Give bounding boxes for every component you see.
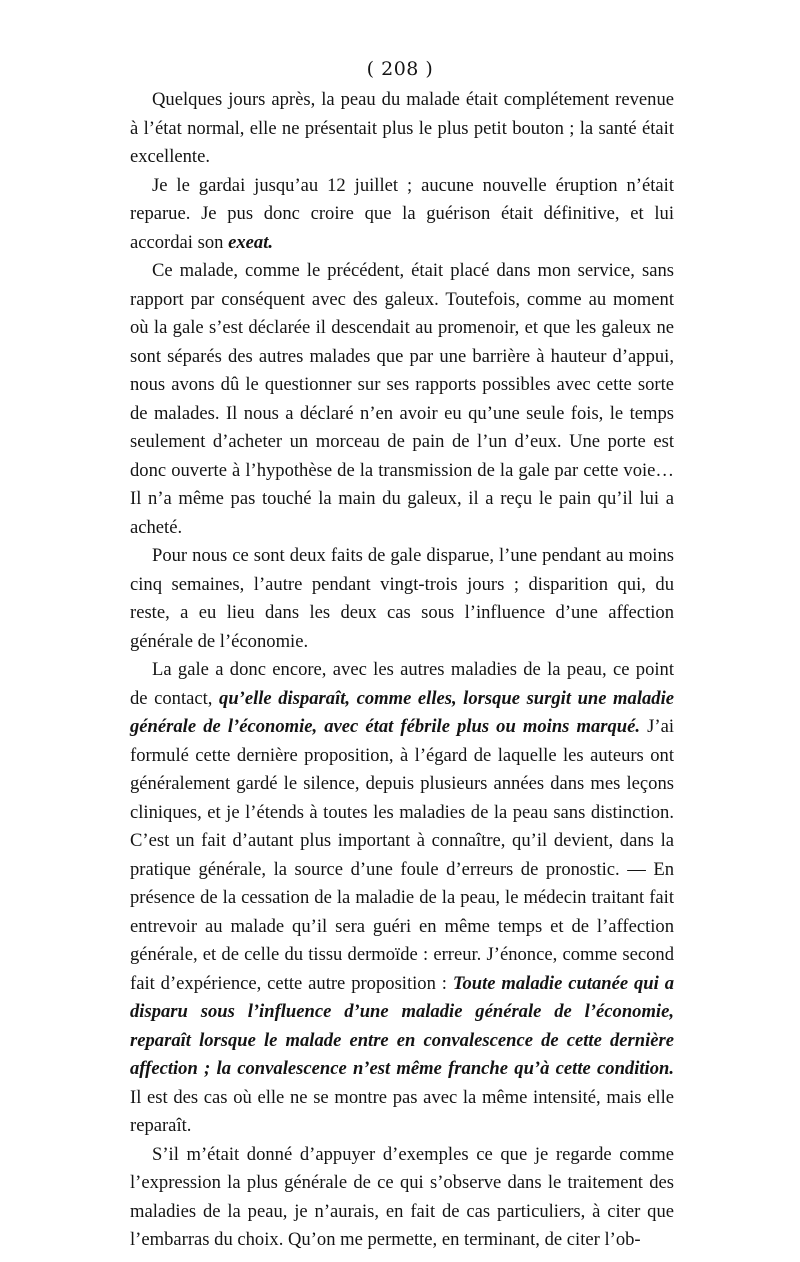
text-run: Quelques jours après, la peau du malade était complétement revenue à l’état normal, elle ne présentait plus le plus petit bouton ; la santé était excellente.: [130, 89, 674, 167]
emphasized-text: Toute maladie cutanée qui a disparu sous l’influence d’une maladie générale de l’économie, reparaît lorsque le malade entre en convalescence de cette dernière affection ; la convalescence n’est même franche qu’à cette condition.: [130, 972, 674, 1079]
text-run: Ce malade, comme le précédent, était placé dans mon service, sans rapport par conséquent avec des galeux. Toutefois, comme au moment où la gale s’est déclarée il descendait au promenoir, et que les galeux ne sont séparés des autres malades que par une barrière à hauteur d’appui, nous avons dû le questionner sur ses rapports possibles avec cette sorte de malades. Il nous a déclaré n’en avoir eu qu’une seule fois, le temps seulement d’acheter un morceau de pain de l’un d’eux. Une porte est donc ouverte à l’hypothèse de la transmission de la gale par cette voie… Il n’a même pas touché la main du galeux, il a reçu le pain qu’il lui a acheté.: [130, 260, 674, 538]
text-run: J’ai formulé cette dernière proposition, à l’égard de laquelle les auteurs ont généralement gardé le silence, depuis plusieurs années dans mes leçons cliniques, et je l’étends à toutes les maladies de la peau sans distinction. C’est un fait d’autant plus important à connaître, qu’il devient, dans la pratique générale, la source d’une foule d’erreurs de pronostic. — En présence de la cessation de la maladie de la peau, le médecin traitant fait entrevoir au malade qu’il sera guéri en même temps et de l’affection générale, et de celle du tissu dermoïde : erreur. J’énonce, comme second fait d’expérience, cette autre proposition :: [130, 716, 674, 994]
paragraph: [130, 172, 674, 258]
emphasized-text: exeat.: [228, 231, 274, 253]
text-run: Je le gardai jusqu’au 12 juillet ; aucune nouvelle éruption n’était reparue. Je pus donc croire que la guérison était définitive, et lui accordai son: [130, 174, 674, 253]
paragraph: [130, 542, 674, 656]
text-run: Il est des cas où elle ne se montre pas avec la même intensité, mais elle reparaît.: [130, 1086, 674, 1136]
paragraph: [130, 86, 674, 172]
paragraph: [130, 1141, 674, 1255]
body-text: [130, 86, 674, 1255]
text-run: Pour nous ce sont deux faits de gale disparue, l’une pendant au moins cinq semaines, l’autre pendant vingt-trois jours ; disparition qui, du reste, a eu lieu dans les deux cas sous l’influence d’une affection générale de l’économie.: [130, 545, 674, 652]
page-number: ( 208 ): [366, 58, 434, 80]
text-run: S’il m’était donné d’appuyer d’exemples ce que je regarde comme l’expression la plus générale de ce qui s’observe dans le traitement des maladies de la peau, je n’aurais, en fait de cas particuliers, à citer que l’embarras du choix. Qu’on me permette, en terminant, de citer l’ob-: [130, 1143, 674, 1250]
paragraph: [130, 257, 674, 542]
text-run: La gale a donc encore, avec les autres maladies de la peau, ce point de contact,: [130, 659, 674, 709]
paragraph: [130, 656, 674, 1141]
emphasized-text: qu’elle disparaît, comme elles, lorsque surgit une maladie générale de l’économie, avec état fébrile plus ou moins marqué.: [130, 687, 674, 737]
